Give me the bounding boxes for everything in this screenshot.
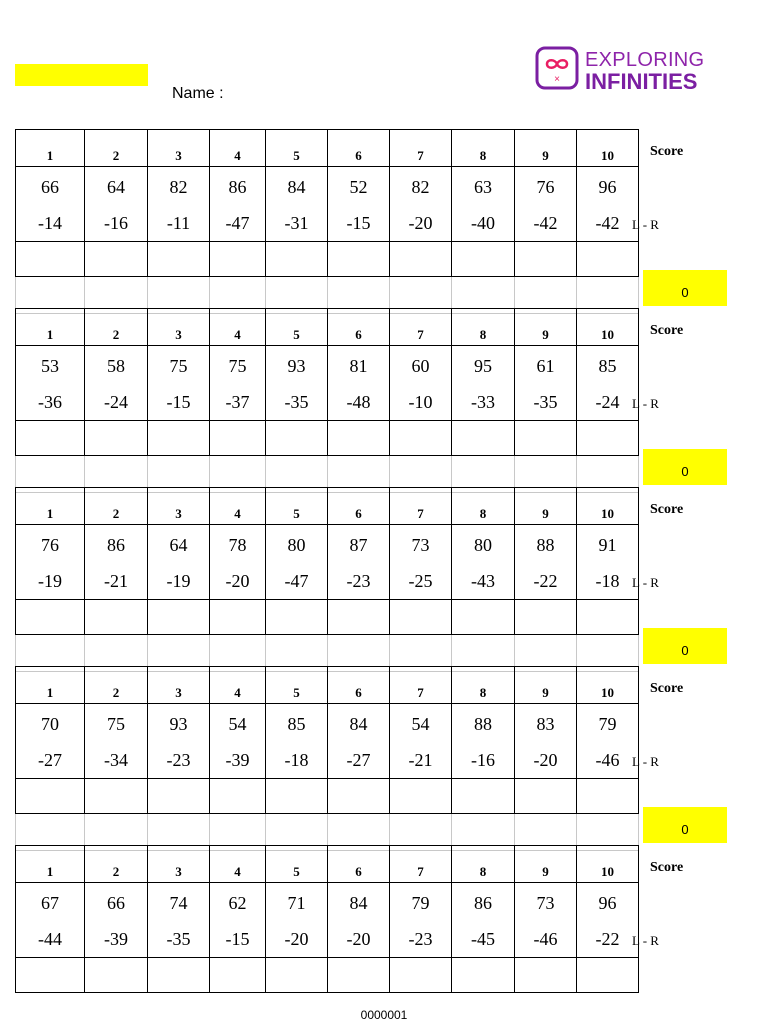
column-number: 2 [85,667,148,704]
column-number: 6 [328,309,390,346]
problem-cell [328,704,390,779]
subtrahend: -37 [225,392,250,412]
problem-cell [515,704,577,779]
subtrahend: -15 [166,392,191,412]
subtrahend: -20 [346,929,371,949]
column-number: 1 [16,846,85,883]
problem-cell [328,883,390,958]
problem-cell [210,346,266,421]
problem-cell [328,346,390,421]
column-number: 10 [577,667,639,704]
minuend: 52 [349,177,368,197]
column-number: 4 [210,667,266,704]
answer-cell[interactable] [148,779,210,814]
answer-cell[interactable] [515,600,577,635]
answer-cell[interactable] [210,779,266,814]
subtrahend: -39 [225,750,250,770]
subtrahend: -27 [38,750,62,770]
subtrahend: -18 [284,750,309,770]
problem-cell [85,883,148,958]
column-number: 2 [85,488,148,525]
problem-grid [15,487,639,672]
lr-label: L - R [632,217,659,232]
subtrahend: -47 [225,213,250,233]
subtrahend: -48 [346,392,371,412]
highlight-name-box [15,64,148,86]
problem-cell [577,525,639,600]
problem-cell [16,167,85,242]
minuend: 95 [474,356,492,376]
answer-cell[interactable] [16,421,85,456]
minuend: 71 [287,893,306,913]
answer-cell[interactable] [210,958,266,993]
minuend: 79 [598,714,617,734]
minuend: 82 [169,177,188,197]
column-number: 3 [148,309,210,346]
subtrahend: -45 [471,929,495,949]
column-number: 7 [390,309,452,346]
answer-cell[interactable] [577,242,639,277]
answer-cell[interactable] [390,600,452,635]
minuend: 62 [228,893,247,913]
subtrahend: -25 [408,571,433,591]
subtrahend: -15 [225,929,250,949]
problem-grid [15,845,639,993]
answer-cell[interactable] [328,421,390,456]
problem-grid [15,308,639,493]
answer-cell[interactable] [390,779,452,814]
problem-cell [148,167,210,242]
answer-cell[interactable] [452,421,515,456]
subtrahend: -23 [346,571,371,591]
subtrahend: -27 [346,750,371,770]
column-number: 10 [577,130,639,167]
answer-cell[interactable] [452,779,515,814]
minuend: 67 [41,893,59,913]
answer-cell[interactable] [16,779,85,814]
minuend: 85 [287,714,306,734]
answer-cell[interactable] [210,421,266,456]
answer-cell[interactable] [328,600,390,635]
answer-cell[interactable] [266,958,328,993]
answer-cell[interactable] [85,600,148,635]
answer-cell[interactable] [328,958,390,993]
column-number: 5 [266,667,328,704]
subtrahend: -36 [38,392,62,412]
subtrahend: -19 [38,571,62,591]
logo-line1: EXPLORING [585,49,705,71]
column-number: 7 [390,130,452,167]
problem-cell [577,167,639,242]
answer-cell[interactable] [85,779,148,814]
subtrahend: -10 [408,392,433,412]
subtrahend: -24 [595,392,620,412]
subtrahend: -43 [471,571,495,591]
subtrahend: -16 [471,750,495,770]
answer-cell[interactable] [390,242,452,277]
minuend: 73 [536,893,555,913]
problem-cell [577,883,639,958]
answer-cell[interactable] [328,779,390,814]
answer-cell[interactable] [148,421,210,456]
problem-cell [85,346,148,421]
lr-label: L - R [632,396,659,411]
problem-cell [85,167,148,242]
problem-cell [452,704,515,779]
minuend: 85 [598,356,617,376]
name-label: Name : [172,85,224,102]
minuend: 76 [536,177,555,197]
column-number: 9 [515,488,577,525]
minuend: 93 [287,356,306,376]
subtrahend: -20 [284,929,309,949]
score-value: 0 [643,807,727,843]
problem-cell [210,704,266,779]
column-number: 3 [148,667,210,704]
subtrahend: -46 [595,750,620,770]
answer-cell[interactable] [328,242,390,277]
problem-cell [16,883,85,958]
minuend: 63 [474,177,492,197]
minuend: 88 [536,535,555,555]
column-number: 10 [577,488,639,525]
problem-cell [452,525,515,600]
logo-line2: INFINITIES [585,69,698,94]
column-number: 5 [266,488,328,525]
column-number: 1 [16,488,85,525]
column-number: 10 [577,309,639,346]
subtrahend: -44 [38,929,62,949]
subtrahend: -35 [533,392,558,412]
subtrahend: -14 [38,213,62,233]
answer-cell[interactable] [16,600,85,635]
answer-cell[interactable] [577,600,639,635]
answer-cell[interactable] [148,958,210,993]
minuend: 54 [411,714,430,734]
problem-cell [515,167,577,242]
column-number: 1 [16,130,85,167]
problem-cell [515,883,577,958]
column-number: 4 [210,309,266,346]
subtrahend: -11 [166,213,191,233]
minuend: 86 [107,535,125,555]
subtrahend: -31 [284,213,309,233]
minuend: 80 [474,535,492,555]
minuend: 96 [598,177,617,197]
problem-cell [16,704,85,779]
subtrahend: -21 [408,750,433,770]
column-number: 9 [515,130,577,167]
minuend: 96 [598,893,617,913]
score-label: Score [650,860,684,875]
column-number: 4 [210,846,266,883]
problem-cell [577,346,639,421]
column-number: 6 [328,846,390,883]
column-number: 5 [266,846,328,883]
minuend: 86 [474,893,492,913]
answer-cell[interactable] [85,958,148,993]
subtrahend: -40 [471,213,495,233]
score-label: Score [650,502,684,517]
lr-label: L - R [632,933,659,948]
minuend: 91 [598,535,617,555]
answer-cell[interactable] [577,421,639,456]
answer-cell[interactable] [266,779,328,814]
answer-cell[interactable] [85,242,148,277]
minuend: 60 [411,356,430,376]
minuend: 82 [411,177,430,197]
subtrahend: -19 [166,571,191,591]
minuend: 64 [107,177,125,197]
problem-cell [452,346,515,421]
answer-cell[interactable] [16,958,85,993]
minuend: 54 [228,714,247,734]
infinity-logo-icon [535,74,579,94]
page-code: 0000001 [360,1008,408,1022]
problem-cell [266,704,328,779]
subtrahend: -16 [104,213,128,233]
column-number: 9 [515,309,577,346]
logo [535,46,715,94]
column-number: 2 [85,130,148,167]
column-number: 3 [148,130,210,167]
minuend: 84 [287,177,306,197]
score-label: Score [650,144,684,159]
minuend: 53 [41,356,59,376]
subtrahend: -20 [225,571,250,591]
answer-cell[interactable] [452,958,515,993]
column-number: 9 [515,667,577,704]
answer-cell[interactable] [85,421,148,456]
minuend: 74 [169,893,188,913]
minuend: 75 [107,714,125,734]
problem-cell [16,525,85,600]
subtrahend: -22 [595,929,620,949]
column-number: 7 [390,846,452,883]
minuend: 70 [41,714,59,734]
minuend: 58 [107,356,125,376]
minuend: 78 [228,535,247,555]
column-number: 8 [452,309,515,346]
minuend: 75 [169,356,188,376]
problem-cell [85,525,148,600]
minuend: 66 [107,893,125,913]
column-number: 3 [148,488,210,525]
problem-cell [210,883,266,958]
answer-cell[interactable] [390,421,452,456]
minuend: 88 [474,714,492,734]
answer-cell[interactable] [390,958,452,993]
answer-cell[interactable] [452,600,515,635]
score-value: 0 [643,270,727,306]
subtrahend: -20 [533,750,558,770]
column-number: 8 [452,846,515,883]
problem-cell [328,167,390,242]
subtrahend: -47 [284,571,309,591]
problem-cell [148,704,210,779]
answer-cell[interactable] [266,242,328,277]
svg-text:×: × [554,74,560,85]
minuend: 61 [536,356,555,376]
problem-cell [148,346,210,421]
subtrahend: -46 [533,929,558,949]
column-number: 1 [16,667,85,704]
problem-cell [210,167,266,242]
answer-cell[interactable] [577,958,639,993]
subtrahend: -18 [595,571,620,591]
column-number: 6 [328,130,390,167]
problem-cell [266,346,328,421]
minuend: 87 [349,535,368,555]
problem-grid [15,129,639,314]
answer-cell[interactable] [16,242,85,277]
problem-cell [515,346,577,421]
subtrahend: -23 [166,750,191,770]
column-number: 4 [210,488,266,525]
minuend: 86 [228,177,247,197]
column-number: 8 [452,130,515,167]
subtrahend: -39 [104,929,128,949]
problem-cell [148,525,210,600]
answer-cell[interactable] [210,600,266,635]
answer-cell[interactable] [515,779,577,814]
subtrahend: -24 [104,392,128,412]
problem-cell [266,167,328,242]
answer-cell[interactable] [148,242,210,277]
answer-cell[interactable] [266,421,328,456]
problem-cell [390,346,452,421]
minuend: 93 [169,714,188,734]
column-number: 10 [577,846,639,883]
problem-cell [515,525,577,600]
minuend: 84 [349,893,368,913]
subtrahend: -42 [533,213,558,233]
subtrahend: -34 [104,750,128,770]
minuend: 64 [169,535,188,555]
problem-cell [210,525,266,600]
problem-cell [452,167,515,242]
answer-cell[interactable] [210,242,266,277]
problem-cell [266,525,328,600]
score-value: 0 [643,449,727,485]
column-number: 6 [328,488,390,525]
answer-cell[interactable] [577,779,639,814]
column-number: 1 [16,309,85,346]
problem-cell [148,883,210,958]
column-number: 7 [390,667,452,704]
problem-cell [390,704,452,779]
minuend: 79 [411,893,430,913]
subtrahend: -23 [408,929,433,949]
column-number: 9 [515,846,577,883]
subtrahend: -42 [595,213,620,233]
score-value: 0 [643,628,727,664]
score-label: Score [650,681,684,696]
column-number: 2 [85,309,148,346]
column-number: 5 [266,309,328,346]
answer-cell[interactable] [148,600,210,635]
problem-cell [390,525,452,600]
column-number: 3 [148,846,210,883]
problem-cell [16,346,85,421]
minuend: 83 [536,714,555,734]
minuend: 76 [41,535,59,555]
problem-cell [577,704,639,779]
problem-grid [15,666,639,851]
score-label: Score [650,323,684,338]
minuend: 80 [287,535,306,555]
problem-cell [452,883,515,958]
minuend: 73 [411,535,430,555]
column-number: 6 [328,667,390,704]
answer-cell[interactable] [515,958,577,993]
column-number: 5 [266,130,328,167]
lr-label: L - R [632,575,659,590]
problem-cell [266,883,328,958]
subtrahend: -21 [104,571,128,591]
minuend: 81 [349,356,368,376]
column-number: 2 [85,846,148,883]
minuend: 75 [228,356,247,376]
answer-cell[interactable] [266,600,328,635]
answer-cell[interactable] [515,421,577,456]
answer-cell[interactable] [515,242,577,277]
subtrahend: -35 [284,392,309,412]
column-number: 8 [452,667,515,704]
subtrahend: -22 [533,571,558,591]
subtrahend: -33 [471,392,495,412]
answer-cell[interactable] [452,242,515,277]
problem-cell [390,883,452,958]
problem-cell [390,167,452,242]
minuend: 84 [349,714,368,734]
subtrahend: -15 [346,213,371,233]
subtrahend: -35 [166,929,191,949]
subtrahend: -20 [408,213,433,233]
minuend: 66 [41,177,59,197]
column-number: 7 [390,488,452,525]
column-number: 8 [452,488,515,525]
problem-cell [328,525,390,600]
problem-cell [85,704,148,779]
lr-label: L - R [632,754,659,769]
column-number: 4 [210,130,266,167]
